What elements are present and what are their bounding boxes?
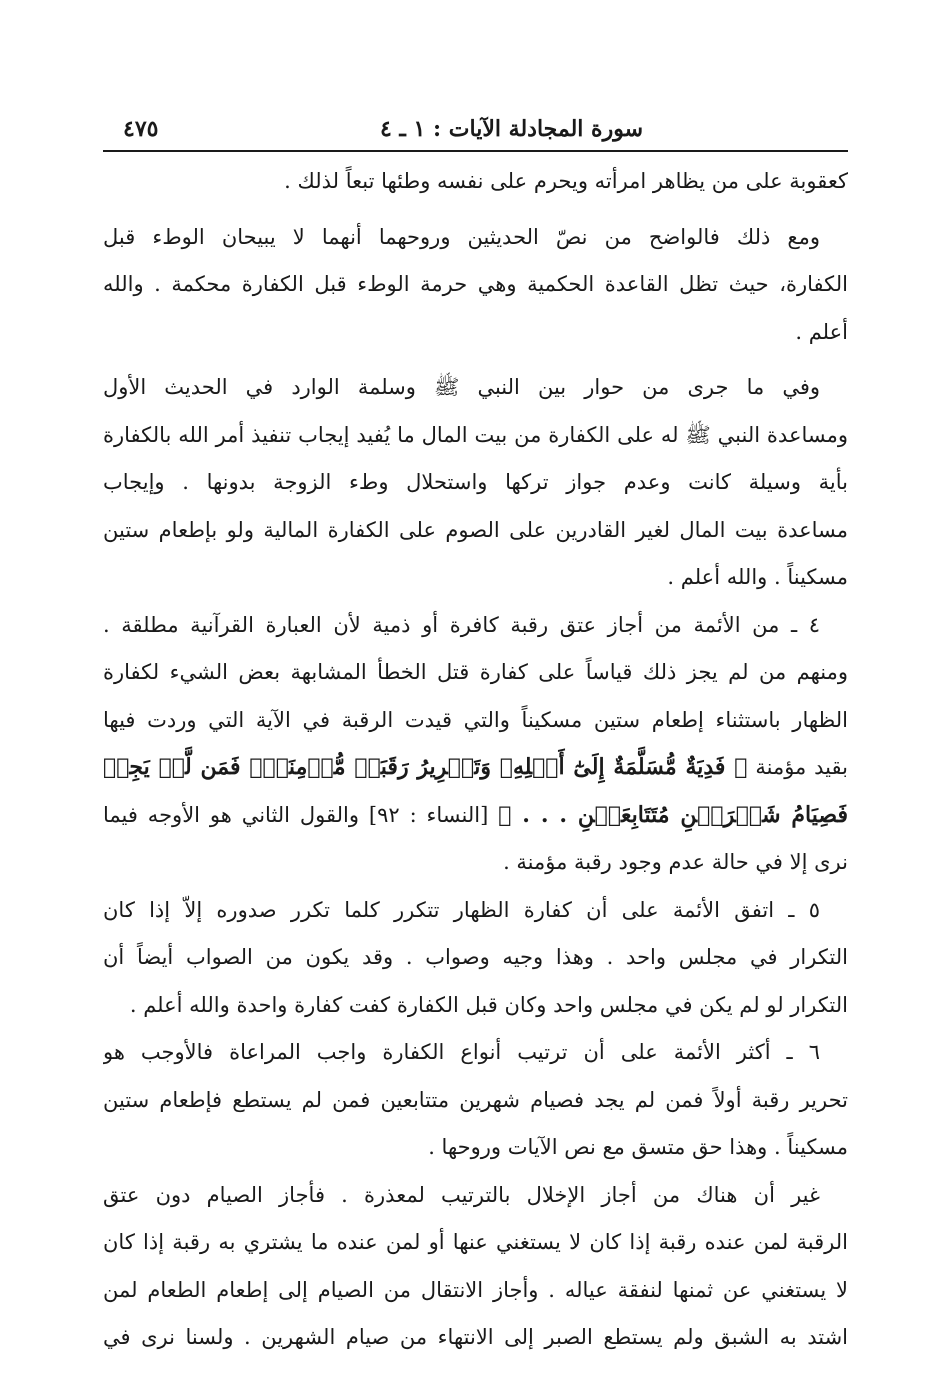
paragraph-gap: [103, 206, 848, 214]
text-line: لا يستغني عن ثمنها لنفقة عياله . وأجاز الانتقال من الصيام إلى إطعام الطعام لمن: [103, 1277, 848, 1302]
text-line: مساعدة بيت المال لغير القادرين على الصوم على الكفارة المالية ولو بإطعام ستين: [103, 517, 848, 542]
page-number: ٤٧٥: [123, 116, 159, 142]
text-line: ٤ ـ من الأئمة من أجاز عتق رقبة كافرة أو ذمية لأن العبارة القرآنية مطلقة .: [103, 612, 820, 637]
quran-verse: فَصِيَامُ شَهۡرَيۡنِ مُتَتَابِعَيۡنِ . . . ﴾: [498, 801, 848, 828]
text-line: مسكيناً . وهذا حق متسق مع نص الآيات وروحها .: [428, 1135, 848, 1159]
text-line: مسكيناً . والله أعلم .: [667, 565, 848, 589]
quran-verse: ﴿ فَدِيَةٌ مُّسَلَّمَةٌ إِلَىٰٓ أَهۡلِهِۦ وَتَحۡرِيرُ رَقَبَةٖ مُّؤۡمِنَةٖۖ فَمَن لَّمۡ يَجِدۡ: [103, 754, 748, 780]
text-line: نرى إلا في حالة عدم وجود رقبة مؤمنة .: [503, 850, 848, 874]
page-header: [103, 112, 848, 152]
body-text: [103, 158, 848, 1362]
text-line: أعلم .: [795, 319, 848, 344]
text-line: الظهار باستثناء إطعام ستين مسكيناً والتي قيدت الرقبة في الآية التي وردت فيها: [103, 707, 848, 732]
text-line: ومساعدة النبي ﷺ له على الكفارة من بيت المال ما يُفيد إيجاب تنفيذ أمر الله بالكفارة: [103, 422, 848, 447]
header-rule: [103, 150, 848, 152]
text-line: غير أن هناك من أجاز الإخلال بالترتيب لمعذرة . فأجاز الصيام دون عتق: [103, 1182, 820, 1207]
text-line: اشتد به الشبق ولم يستطع الصبر إلى الانتهاء من صيام الشهرين . ولسنا نرى في: [103, 1325, 848, 1349]
text-line: وفي ما جرى من حوار بين النبي ﷺ وسلمة الوارد في الحديث الأول: [103, 375, 820, 399]
text-fragment: [النساء : ٩٢] والقول الثاني هو الأوجه فيما: [103, 802, 489, 827]
text-line: التكرار في مجلس واحد . وهذا وجيه وصواب . وقد يكون من الصواب أيضاً أن: [103, 945, 848, 969]
text-fragment: بقيد مؤمنة: [755, 755, 848, 779]
text-line: ومع ذلك فالواضح من نصّ الحديثين وروحهما أنهما لا يبيحان الوطء قبل: [103, 224, 820, 249]
text-line: بأية وسيلة كانت وعدم جواز تركها واستحلال وطء الزوجة بدونها . وإيجاب: [103, 470, 848, 494]
text-line: الكفارة، حيث تظل القاعدة الحكمية وهي حرمة الوطء قبل الكفارة محكمة . والله: [103, 272, 848, 296]
text-line: ٥ ـ اتفق الأئمة على أن كفارة الظهار تتكرر كلما تكرر صدوره إلاّ إذا كان: [103, 897, 820, 922]
paragraph-gap: [103, 356, 848, 364]
text-line: الرقبة لمن عنده رقبة إذا كان لا يستغني عنها أو لمن عنده ما يشتري به رقبة إذا كان: [103, 1230, 848, 1254]
quran-citation-line: [103, 744, 848, 792]
text-line: كعقوبة على من يظاهر امرأته ويحرم على نفسه وطئها تبعاً لذلك .: [284, 169, 848, 193]
text-line: التكرار لو لم يكن في مجلس واحد وكان قبل الكفارة كفت كفارة واحدة والله أعلم .: [129, 992, 848, 1017]
text-line: تحرير رقبة أولاً فمن لم يجد فصيام شهرين متتابعين فمن لم يستطع فإطعام ستين: [103, 1087, 848, 1112]
running-title: سورة المجادلة الآيات : ١ ـ ٤: [379, 116, 643, 142]
text-line: ومنهم من لم يجز ذلك قياساً على كفارة قتل الخطأ المشابهة بعض الشيء لكفارة: [103, 660, 848, 684]
quran-citation-line: [103, 792, 848, 840]
text-line: ٦ ـ أكثر الأئمة على أن ترتيب أنواع الكفارة واجب المراعاة فالأوجب هو: [103, 1040, 820, 1064]
